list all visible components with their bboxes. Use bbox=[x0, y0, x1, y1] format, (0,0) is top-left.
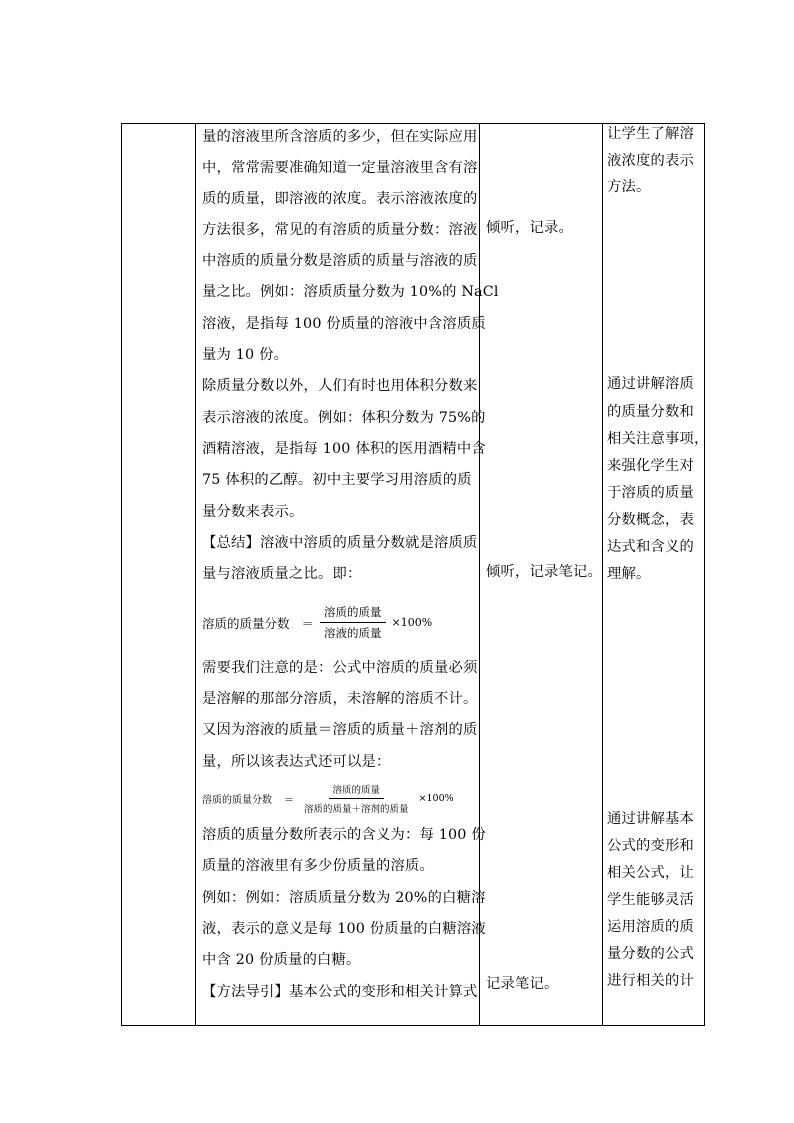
design-intent-line: 理解。 bbox=[607, 566, 651, 582]
content-line: 表示溶液的浓度。例如：体积分数为 75%的 bbox=[202, 410, 486, 426]
design-intent-line: 让学生了解溶 bbox=[607, 126, 694, 142]
design-intent-line: 通过讲解溶质 bbox=[607, 376, 694, 392]
content-line: 中含 20 份质量的白糖。 bbox=[202, 952, 361, 968]
content-line: 酒精溶液，是指每 100 体积的医用酒精中含 bbox=[202, 441, 486, 457]
design-intent-line: 来强化学生对 bbox=[607, 458, 694, 474]
content-line: 中，常常需要准确知道一定量溶液里含有溶 bbox=[202, 160, 478, 176]
content-line: 方法很多，常见的有溶质的质量分数：溶液 bbox=[202, 222, 478, 238]
content-line: 溶液，是指每 100 份质量的溶液中含溶质质 bbox=[202, 316, 486, 332]
design-intent-line: 相关注意事项， bbox=[607, 431, 709, 447]
content-line: 是溶解的那部分溶质，未溶解的溶质不计。 bbox=[202, 691, 478, 707]
formula-numerator: 溶质的质量 bbox=[320, 604, 386, 623]
design-intent-line: 通过讲解基本 bbox=[607, 811, 694, 827]
summary-heading-line: 【总结】溶液中溶质的质量分数就是溶质质 bbox=[202, 535, 478, 551]
design-intent-line: 进行相关的计 bbox=[607, 973, 694, 989]
design-intent-line: 运用溶质的质 bbox=[607, 919, 694, 935]
content-line: 量的溶液里所含溶质的多少，但在实际应用 bbox=[202, 129, 478, 145]
design-intent-line: 的质量分数和 bbox=[607, 404, 694, 420]
formula-equals: ＝ bbox=[301, 615, 315, 631]
content-line: 量与溶液质量之比。即： bbox=[202, 566, 362, 582]
student-activity: 记录笔记。 bbox=[486, 976, 559, 992]
content-line: 量为 10 份。 bbox=[202, 347, 289, 363]
design-intent-line: 液浓度的表示 bbox=[607, 153, 694, 169]
design-intent-line: 相关公式，让 bbox=[607, 865, 694, 881]
design-intent-line: 方法。 bbox=[607, 179, 651, 195]
content-line: 量，所以该表达式还可以是： bbox=[202, 754, 391, 770]
design-intent-line: 公式的变形和 bbox=[607, 838, 694, 854]
design-intent-line: 量分数的公式 bbox=[607, 946, 694, 962]
content-line: 量分数来表示。 bbox=[202, 504, 304, 520]
content-line: 需要我们注意的是：公式中溶质的质量必须 bbox=[202, 660, 478, 676]
design-intent-line: 于溶质的质量 bbox=[607, 485, 694, 501]
content-line: 溶质的质量分数所表示的含义为：每 100 份 bbox=[202, 827, 486, 843]
formula-multiplier: ×100% bbox=[391, 616, 433, 629]
content-line: 液，表示的意义是每 100 份质量的白糖溶液 bbox=[202, 921, 486, 937]
content-line: 量之比。例如：溶质质量分数为 10%的 NaCl bbox=[202, 284, 499, 300]
formula-equals: ＝ bbox=[284, 795, 294, 806]
design-intent-line: 达式和含义的 bbox=[607, 539, 694, 555]
design-intent-line: 学生能够灵活 bbox=[607, 892, 694, 908]
formula-numerator: 溶质的质量 bbox=[329, 782, 385, 799]
student-activity: 倾听，记录笔记。 bbox=[486, 564, 602, 580]
content-line: 除质量分数以外，人们有时也用体积分数来 bbox=[202, 378, 478, 394]
column-divider-1 bbox=[195, 124, 196, 1025]
mass-fraction-formula bbox=[202, 604, 432, 641]
content-line: 又因为溶液的质量＝溶质的质量＋溶剂的质 bbox=[202, 722, 478, 738]
content-line: 例如：例如：溶质质量分数为 20%的白糖溶 bbox=[202, 890, 486, 906]
content-line: 质的质量，即溶液的浓度。表示溶液浓度的 bbox=[202, 191, 478, 207]
column-divider-3 bbox=[602, 124, 603, 1025]
content-line: 质量的溶液里有多少份质量的溶质。 bbox=[202, 858, 434, 874]
design-intent-line: 分数概念，表 bbox=[607, 512, 694, 528]
formula-denominator: 溶质的质量＋溶剂的质量 bbox=[304, 804, 409, 815]
formula-fraction bbox=[300, 782, 413, 815]
method-heading-line: 【方法导引】基本公式的变形和相关计算式 bbox=[202, 984, 478, 1000]
content-line: 75 体积的乙醇。初中主要学习用溶质的质 bbox=[202, 472, 472, 488]
formula-lhs: 溶质的质量分数 bbox=[202, 615, 290, 631]
formula-lhs: 溶质的质量分数 bbox=[202, 795, 272, 806]
content-line: 中溶质的质量分数是溶质的质量与溶液的质 bbox=[202, 253, 478, 269]
formula-fraction bbox=[320, 604, 386, 641]
student-activity: 倾听，记录。 bbox=[486, 220, 573, 236]
formula-multiplier: ×100% bbox=[418, 793, 454, 804]
mass-fraction-formula-expanded bbox=[202, 782, 454, 815]
formula-denominator: 溶液的质量 bbox=[324, 626, 382, 640]
